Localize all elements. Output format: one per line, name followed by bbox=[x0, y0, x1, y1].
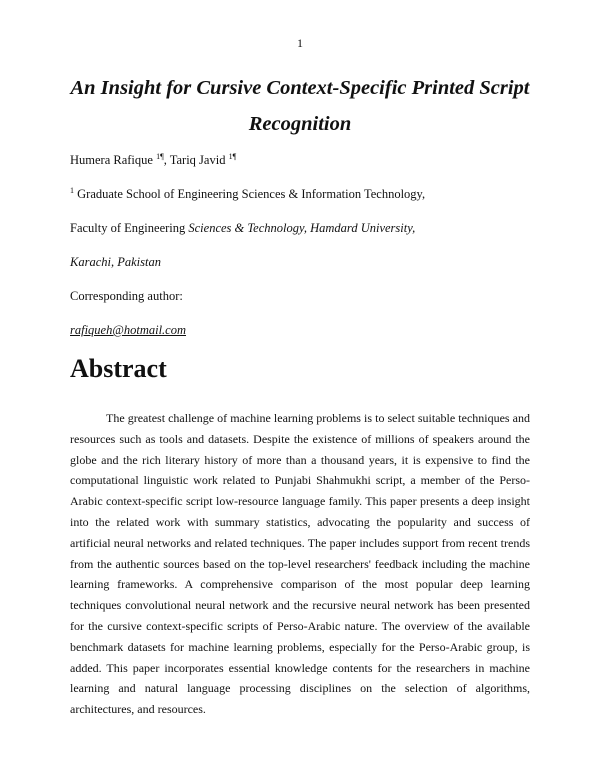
author-line bbox=[70, 152, 236, 168]
abstract-paragraph: The greatest challenge of machine learning problems is to select suitable techniques and resources such as tools and datasets. Despite the existence of millions of speakers around the globe and the rich literary history of more than a thousand years, it is expensive to find the computational linguistic work related to Punjabi Shahmukhi script, a member of the Perso-Arabic context-specific script low-resource language family. This paper presents a deep insight into the related work with summary statistics, advocating the popularity and success of artificial neural networks and related techniques. The paper includes support from recent trends from the authentic sources based on the top-level researchers' feedback including the machine learning frameworks. A comprehensive comparison of the most popular deep learning techniques convolutional neural network and the recursive neural network has been presented for the cursive context-specific scripts of Perso-Arabic nature. The overview of the available benchmark datasets for machine learning problems, especially for the Perso-Arabic group, is added. This paper incorporates essential knowledge contents for the researchers in machine learning and natural language processing disciplines on the selection of algorithms, architectures, and resources. bbox=[70, 411, 530, 717]
author-name-1: Humera Rafique bbox=[70, 153, 153, 168]
page-number: 1 bbox=[297, 36, 303, 50]
abstract-body bbox=[70, 408, 530, 720]
author-separator: , bbox=[163, 153, 170, 168]
affiliation-line-3: Karachi, Pakistan bbox=[70, 255, 161, 269]
affiliation-line-1 bbox=[70, 186, 425, 202]
author-mark-1: 1¶ bbox=[156, 152, 164, 161]
affiliation-text-2-italic: Sciences & Technology, Hamdard University, bbox=[188, 221, 416, 235]
author-mark-2: 1¶ bbox=[228, 152, 237, 161]
affiliation-line-2 bbox=[70, 221, 415, 236]
abstract-heading: Abstract bbox=[70, 354, 167, 383]
affiliation-mark: 1 bbox=[70, 186, 74, 195]
corresponding-author-label: Corresponding author: bbox=[70, 289, 183, 303]
author-name-2: Tariq Javid bbox=[169, 153, 226, 168]
paper-title: An Insight for Cursive Context-Specific Printed Script Recognition bbox=[70, 77, 530, 135]
affiliation-text-1: Graduate School of Engineering Sciences & Information Technology, bbox=[77, 187, 426, 202]
affiliation-text-2: Faculty of Engineering bbox=[70, 221, 189, 235]
email-link[interactable]: rafiqueh@hotmail.com bbox=[70, 323, 187, 337]
